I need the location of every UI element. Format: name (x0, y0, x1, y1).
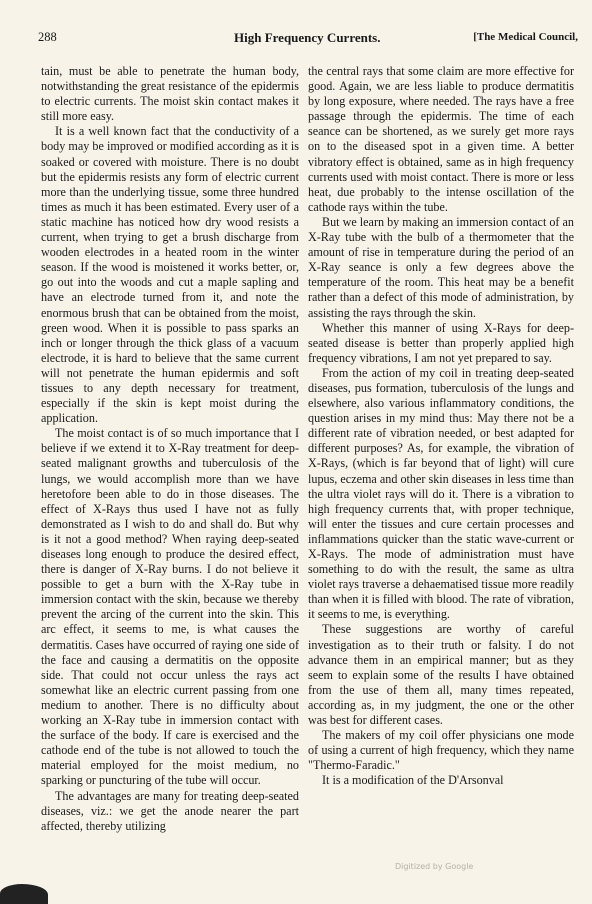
paragraph: the central rays that some claim are more effective for good. Again, we are less liable to produce dermatitis by long exposure, where needed. The rays have a free passage through the epidermis. The time of each seance can be shortened, as we surely get more rays on to the diseased spot in a given time. A better vibratory effect is obtained, same as in high frequency currents used with moist contact. There is more or less heat, due probably to the intense oscillation of the cathode rays within the tube. (308, 64, 574, 214)
paragraph: From the action of my coil in treating deep-seated diseases, pus formation, tuberculosis of the lungs and elsewhere, also various inflammatory conditions, the question arises in my mind thus: May there not be a different rate of vibration needed, or best adapted for different purposes? As, for example, the vibration of X-Rays, (which is far beyond that of light) will cure lupus, eczema and other skin diseases in less time than the ultra violet rays will do it. There is a vibration to high frequency currents that, with proper technique, will enter the tissues and cure certain processes and inflammations quicker than the static wave-current or X-Rays. The mode of administration must have something to do with the result, the same as ultra violet rays traverse a dehaematised tissue more readily than when it is filled with blood. The rate of vibration, it seems to me, is everything. (308, 365, 574, 622)
paragraph: tain, must be able to penetrate the human body, notwithstanding the great resistance of the epidermis to electric currents. The moist skin contact makes it still more easy. (41, 64, 299, 124)
page-number: 288 (38, 30, 57, 44)
paragraph: But we learn by making an immersion contact of an X-Ray tube with the bulb of a thermometer that the amount of rise in temperature during the period of an X-Ray seance is only a few degrees above the temperature of the room. This heat may be a benefit rather than a defect of this mode of administration, by assisting the rays through the skin. (308, 214, 574, 320)
paragraph: The makers of my coil offer physicians one mode of using a current of high frequency, which they name "Thermo-Faradic." (308, 728, 574, 773)
running-title: High Frequency Currents. (234, 30, 381, 45)
left-column (41, 64, 299, 834)
paragraph: These suggestions are worthy of careful investigation as to their truth or falsity. I do not advance them in an empirical manner; but as they seem to explain some of the results I have obtained from the use of them all, many times repeated, according as, in my judgment, the one or the other was best for different cases. (308, 622, 574, 728)
paragraph: It is a modification of the D'Arsonval (322, 773, 504, 788)
digitization-watermark: Digitized by Google (395, 862, 474, 871)
scan-artifact (0, 884, 48, 904)
right-column (308, 64, 574, 789)
page-header (38, 30, 578, 50)
journal-name: [The Medical Council, (473, 31, 578, 43)
paragraph: The moist contact is of so much importance that I believe if we extend it to X-Ray treatment for deep-seated malignant growths and tuberculosis of the lungs, we would accomplish more than we have heretofore been able to do in those diseases. The effect of X-Rays thus used I have not as fully demonstrated as I wish to do and shall do. But why is it not a good method? When raying deep-seated diseases long enough to produce the desired effect, there is danger of X-Ray burns. I do not believe it possible to get a burn with the X-Ray tube in immersion contact with the skin, because we thereby prevent the arcing of the current into the skin. This arc effect, it seems to me, is what causes the dermatitis. Cases have occurred of raying one side of the face and causing a dermatitis on the opposite side. That could not occur unless the rays act somewhat like an electric current passing from one medium to another. There is no difficulty about working an X-Ray tube in immersion contact with the surface of the body. If care is exercised and the cathode end of the tube is not allowed to touch the material employed for the moist medium, no sparking or puncturing of the tube will occur. (41, 426, 299, 788)
paragraph: It is a well known fact that the conductivity of a body may be improved or modified according as it is soaked or covered with moisture. There is no doubt but the epidermis resists any form of electric current more than the underlying tissue, some three hundred times as much it has been estimated. Every user of a static machine has noticed how dry wood resists a current, when trying to get a brush discharge from wooden electrodes in a heated room in the winter season. If the wood is moistened it works better, or, go out into the woods and cut a maple sapling and have an electrode turned from it, and note the enormous brush that can be obtained from the moist, green wood. When it is possible to pass sparks an inch or longer through the thick glass of a vacuum electrode, it is hard to believe that the same current will not penetrate the human epidermis and soft tissues to any depth necessary for treatment, especially if the skin is kept moist during the application. (41, 124, 299, 426)
paragraph: The advantages are many for treating deep-seated diseases, viz.: we get the anode nearer the part affected, thereby utilizing (41, 788, 299, 833)
paragraph: Whether this manner of using X-Rays for deep-seated disease is better than properly applied high frequency vibrations, I am not yet prepared to say. (308, 320, 574, 365)
